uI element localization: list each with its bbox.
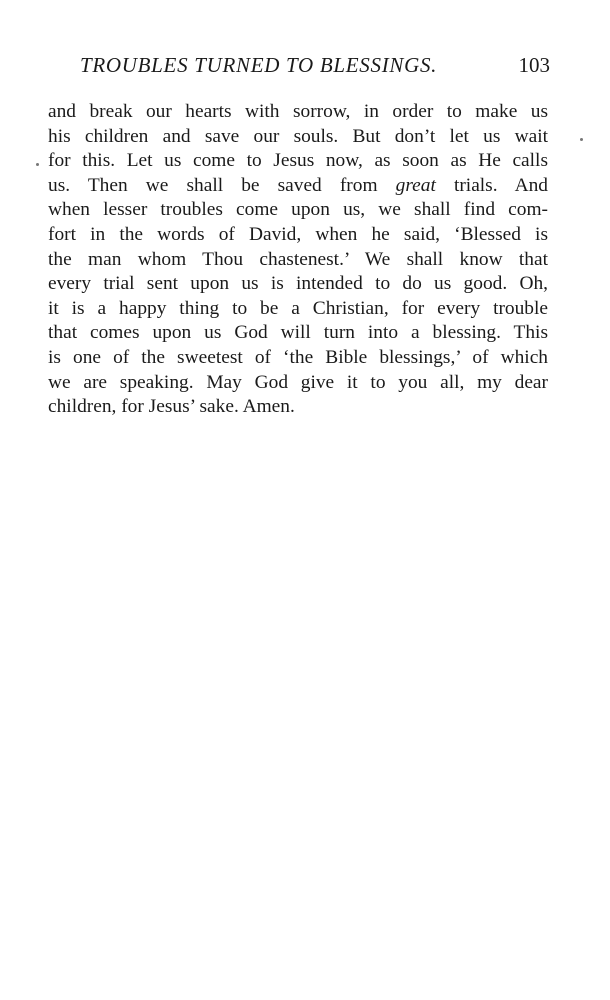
page-header	[60, 50, 550, 80]
text-line: that comes upon us God will turn into a blessing. This	[48, 322, 548, 344]
margin-speck	[580, 138, 583, 141]
running-title: TROUBLES TURNED TO BLESSINGS.	[80, 53, 438, 77]
text-line: every trial sent upon us is intended to do us good. Oh,	[48, 273, 548, 295]
text-line: we are speaking. May God give it to you all, my dear	[48, 371, 548, 393]
text-line: fort in the words of David, when he said, ‘Blessed is	[48, 223, 548, 245]
body-paragraph	[48, 100, 548, 420]
text-line: it is a happy thing to be a Christian, for every trouble	[48, 297, 548, 319]
text-line: us. Then we shall be saved from great trials. And	[48, 174, 548, 196]
text-line: the man whom Thou chastenest.’ We shall know that	[48, 248, 548, 270]
text-line: children, for Jesus’ sake. Amen.	[48, 396, 295, 418]
text-line: and break our hearts with sorrow, in order to make us	[48, 101, 548, 122]
margin-speck	[36, 163, 39, 166]
text-line: when lesser troubles come upon us, we shall find com-	[48, 199, 548, 221]
text-line: his children and save our souls. But don’t let us wait	[48, 125, 548, 147]
emphasized-word: great	[395, 174, 436, 196]
text-line: is one of the sweetest of ‘the Bible blessings,’ of which	[48, 346, 548, 368]
text-line: for this. Let us come to Jesus now, as soon as He calls	[48, 150, 548, 172]
page-number: 103	[518, 53, 550, 77]
